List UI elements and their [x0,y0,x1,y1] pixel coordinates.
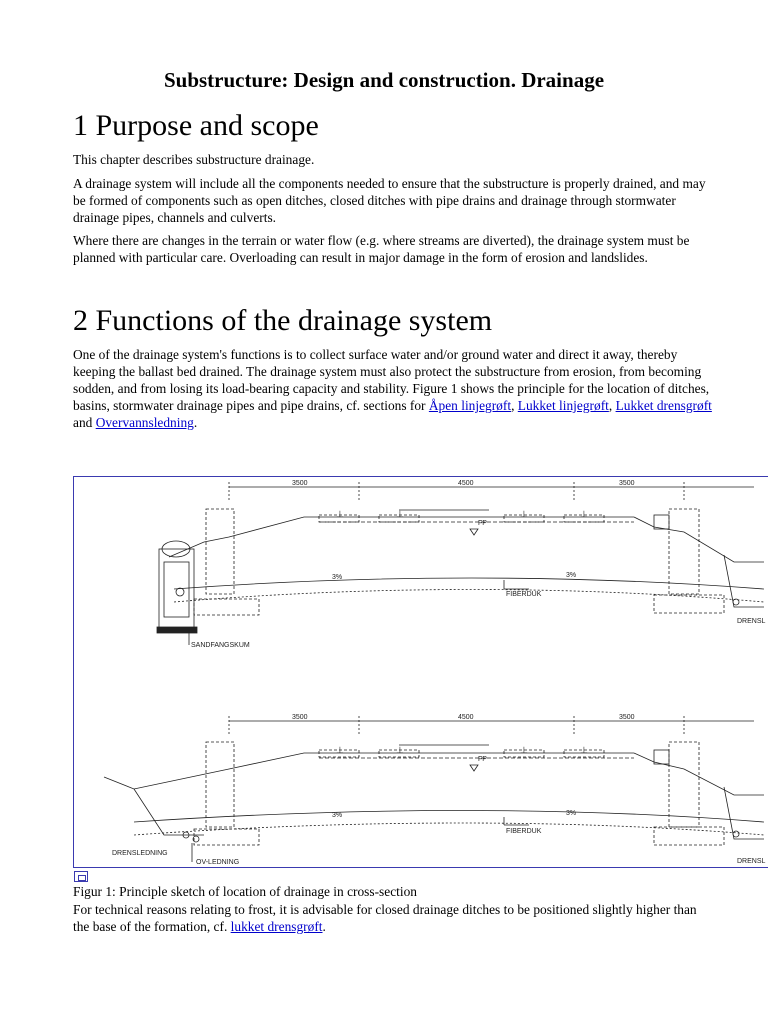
dim-label: 3500 [292,480,308,487]
fp-label: FP [478,520,487,527]
fiberduk-label: FIBERDUK [506,828,542,835]
svg-text:⊥: ⊥ [580,745,588,755]
document-title: Substructure: Design and construction. Drainage [163,68,605,92]
svg-text:⊥: ⊥ [336,509,344,519]
drensledning-label: DRENSLEDNING [112,850,168,857]
section-2-heading: 2 Functions of the drainage system [73,304,493,337]
svg-text:⊥: ⊥ [396,745,404,755]
dim-label: 3500 [292,714,308,721]
fiberduk-label: FIBERDUK [506,591,542,598]
link-apen-linjegroft[interactable]: Åpen linjegrøft [428,398,512,413]
figure-expand-icon[interactable] [74,871,88,882]
bottom-cross-section [104,714,766,866]
sentence-end: . [322,919,326,934]
ov-ledning-label: OV-LEDNING [196,859,240,866]
drainage-cross-section-diagram [74,477,768,868]
link-lukket-drensgroft[interactable]: Lukket drensgrøft [615,398,712,413]
sandfangskum-label: SANDFANGSKUM [191,642,250,649]
slope-label: 3% [566,572,577,579]
closing-text: For technical reasons relating to frost, it is advisable for closed drainage ditches to be positioned slightly higher than the base of the formation, cf. [73,902,697,934]
section-1-paragraph-2: A drainage system will include all the components needed to ensure that the substructure is properly drained, and may be formed of components such as open ditches, closed ditches with pipe drains and drainage through stormwater drainage pipes, channels and culverts. [73,176,706,225]
drensl-label: DRENSL [737,858,766,865]
figure-caption: Figur 1: Principle sketch of location of drainage in cross-section [73,884,417,899]
link-lukket-drensgroft-closing[interactable]: lukket drensgrøft [230,919,323,934]
slope-label: 3% [332,574,343,581]
separator: and [73,415,96,430]
drensl-label: DRENSL [737,618,766,625]
svg-text:⊥: ⊥ [336,745,344,755]
svg-text:⊥: ⊥ [520,509,528,519]
link-overvannsledning[interactable]: Overvannsledning [95,415,194,430]
sentence-end: . [193,415,198,430]
svg-text:⊥: ⊥ [396,509,404,519]
figure-1-frame [73,476,768,868]
section-1-paragraph-1: This chapter describes substructure drainage. [73,152,315,167]
dim-label: 3500 [619,480,635,487]
section-2-paragraph [73,346,713,431]
separator: , [608,398,616,413]
slope-label: 3% [332,812,343,819]
top-cross-section [157,480,766,649]
section-1-paragraph-3: Where there are changes in the terrain or water flow (e.g. where streams are diverted), the drainage system must be planned with particular care. Overloading can result in major damage in the form of erosion and landslides. [73,233,690,265]
link-lukket-linjegroft[interactable]: Lukket linjegrøft [517,398,609,413]
section-1-heading: 1 Purpose and scope [73,109,319,142]
slope-label: 3% [566,810,577,817]
fp-label: FP [478,756,487,763]
closing-paragraph [73,901,713,935]
svg-text:⊥: ⊥ [520,745,528,755]
dim-label: 4500 [458,480,474,487]
section-2-text: One of the drainage system's functions is to collect surface water and/or ground water and direct it away, thereby keeping the ballast bed drained. The drainage system must also protect the substructure from erosion, from becoming sodden, and from losing its load-bearing capacity and stability. Figure 1 shows the principle for the location of ditches, basins, stormwater drainage pipes and pipe drains, cf. sections for [73,347,710,413]
dim-label: 4500 [458,714,474,721]
separator: , [511,398,518,413]
svg-text:⊥: ⊥ [580,509,588,519]
dim-label: 3500 [619,714,635,721]
